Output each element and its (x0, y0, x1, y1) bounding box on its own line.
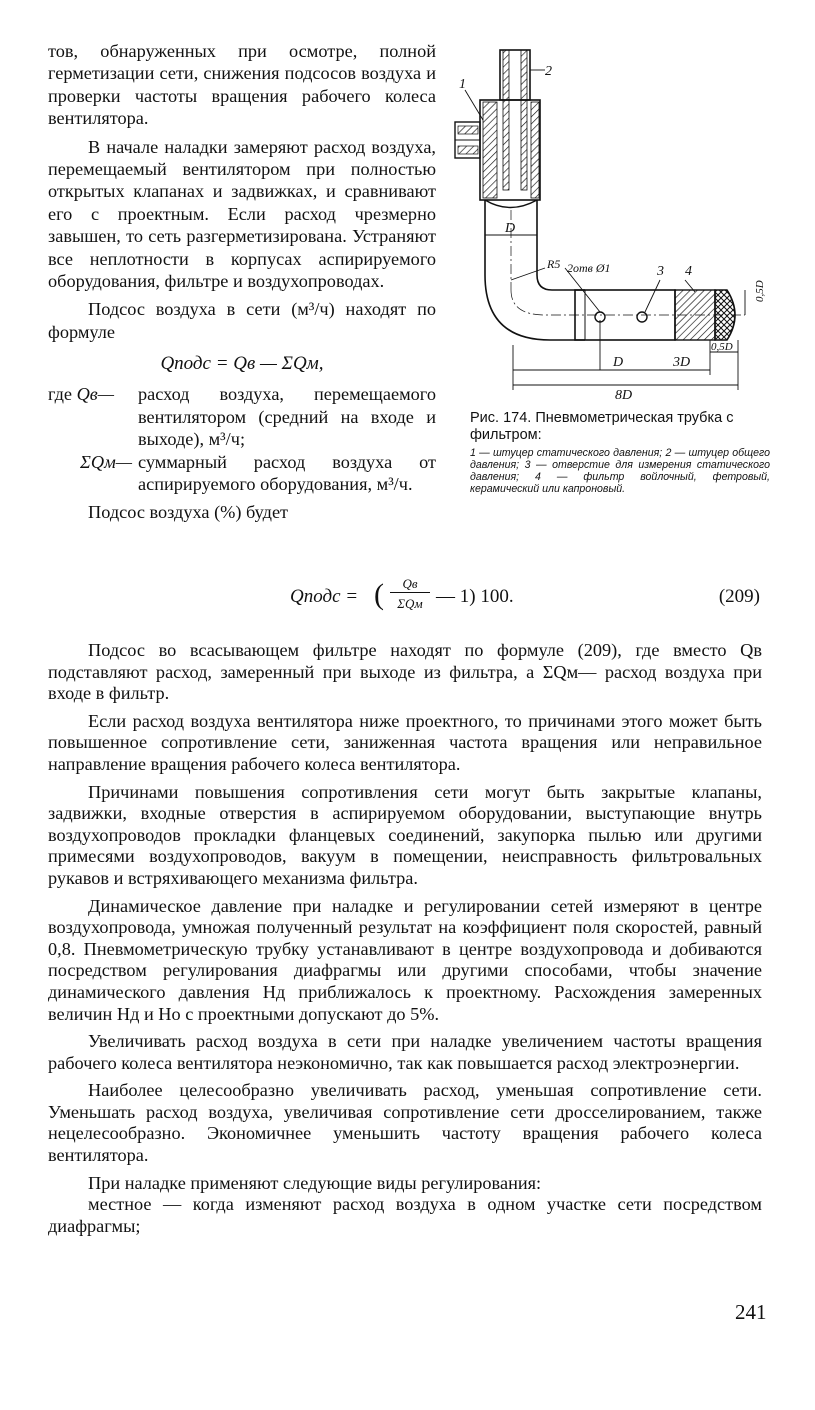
def-text-qv: расход воздуха, перемещаемого вентилятором (средний на входе и выходе), м³/ч; (138, 384, 436, 450)
figure-caption (470, 410, 770, 495)
equation-209 (290, 578, 760, 622)
equation-number: (209) (718, 586, 760, 607)
label-d-bottom: D (613, 355, 624, 370)
label-4: 4 (685, 264, 692, 279)
equation-numerator: Qв (390, 576, 430, 593)
label-05d-h: 0,5D (711, 341, 733, 353)
paragraph-fan-speed: Увеличивать расход воздуха в сети при наладке увеличением частоты вращения рабочего колеса вентилятора неэкономично, так как повышается расход электроэнергии. (48, 1031, 762, 1073)
formula-air-leak: Qподс = Qв — ΣQм, (160, 353, 324, 375)
label-1: 1 (459, 77, 466, 92)
where-label: где (48, 384, 73, 405)
paragraph-local-regulation: местное — когда изменяют расход воздуха в одном участке сети посредством диафрагмы; (48, 1194, 762, 1236)
def-symbol-sum-qm: ΣQм— (80, 451, 132, 472)
left-column (48, 40, 436, 524)
label-d-top: D (505, 221, 516, 236)
definition-q-sum (48, 451, 436, 496)
bent-tube (485, 200, 745, 340)
label-2: 2 (545, 64, 552, 79)
paragraph-air-leak-intro: Подсос воздуха в сети (м³/ч) находят по формуле (48, 299, 436, 342)
vertical-fitting (455, 50, 540, 208)
definition-q-fan (48, 383, 436, 450)
label-hole: 2отв Ø1 (567, 261, 611, 275)
paragraph-air-leak-percent: Подсос воздуха (%) будет (88, 502, 289, 523)
label-05d-v: 0,5D (754, 280, 766, 302)
paragraph-resistance-causes: Причинами повышения сопротивления сети могут быть закрытые клапаны, задвижки, входные отверстия в аспирируемом оборудовании, выступающие внутрь воздухопроводов прокладки фланцевых соединений, закупорка пылью или другими примесями воздухопроводов, вакуум в помещении, неисправность фильтровальных рукавов и встряхивающего механизма фильтра. (48, 781, 762, 888)
body-text (48, 640, 762, 1237)
paragraph-reduce-resistance: Наиболее целесообразно увеличивать расход, уменьшая сопротивление сети. Уменьшать расход воздуха, увеличивая сопротивление сети дросселированием, также нецелесообразно. Экономичнее уменьшить частоту вращения рабочего колеса вентилятора. (48, 1080, 762, 1166)
paragraph-continuation: тов, обнаруженных при осмотре, полной герметизации сети, снижения подсосов воздуха и проверки частоты вращения рабочего колеса вентилятора. (48, 41, 436, 129)
caption-title: Рис. 174. Пневмометрическая трубка с фильтром: (470, 410, 734, 443)
page-number: 241 (735, 1300, 767, 1324)
paragraph-regulation-types: При наладке применяют следующие виды регулирования: (88, 1172, 542, 1193)
label-3d: 3D (673, 355, 691, 370)
label-8d: 8D (615, 388, 633, 403)
equation-denominator: ΣQм (397, 596, 423, 611)
label-r5: R5 (547, 257, 561, 271)
equation-paren-open: ( (374, 578, 384, 611)
label-3: 3 (657, 264, 664, 279)
paragraph-start-of-adjustment: В начале наладки замеряют расход воздуха, перемещаемый вентилятором при полностью открытых клапанах и задвижках, и сравнивают его с проектным. Если расход чрезмерно завышен, то сеть разгерметизирована. Устраняют все неплотности в корпусах аспирируемого оборудования, фильтре и воздухопроводах. (48, 136, 436, 292)
paragraph-filter-leak: Подсос во всасывающем фильтре находят по формуле (209), где вместо Qв подставляют расход, замеренный при выходе из фильтра, а ΣQм— расход воздуха при входе в фильтр. (48, 640, 762, 704)
pitot-tube-figure (445, 40, 775, 440)
def-text-sum-qm: суммарный расход воздуха от аспирируемого оборудования, м³/ч. (138, 451, 436, 494)
caption-legend: 1 — штуцер статического давления; 2 — штуцер общего давления; 3 — отверстие для измерения статического давления; 4 — фильтр войлочный, фетровый, керамический или капроновый. (470, 447, 770, 495)
equation-rest: — 1) 100. (436, 586, 514, 607)
equation-lhs: Qподс = (290, 586, 359, 607)
paragraph-dynamic-pressure: Динамическое давление при наладке и регулировании сетей измеряют в центре воздухопровода, умножая полученный результат на коэффициент поля скоростей, равный 0,8. Пневмометрическую трубку устанавливают в центре воздухопровода и добиваются посредством регулирования диафрагмы или другими способами, чтобы значение динамического давления Hд приближалось к проектному. Расхождения замеренных величин Hд и Hо с проектными допускают до 5%. (48, 895, 762, 1024)
paragraph-low-flow: Если расход воздуха вентилятора ниже проектного, то причинами этого может быть повышенное сопротивление сети, заниженная частота вращения или неправильное направление вращения рабочего колеса вентилятора. (48, 710, 762, 774)
def-symbol-qv: Qв— (76, 384, 114, 405)
